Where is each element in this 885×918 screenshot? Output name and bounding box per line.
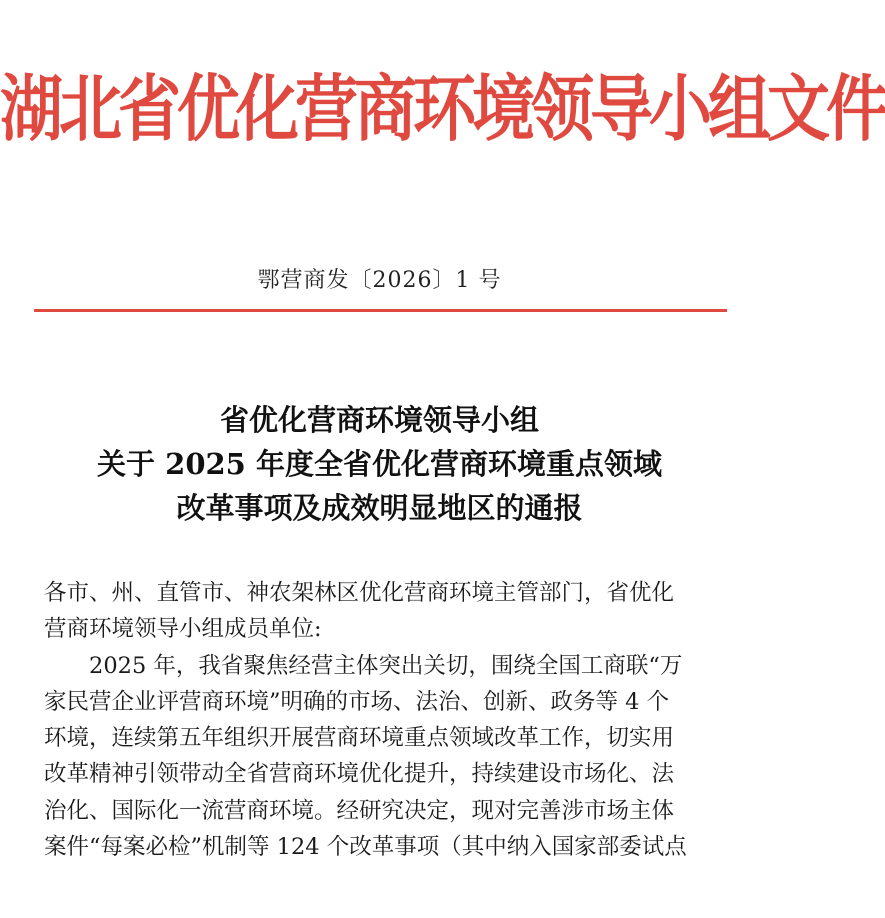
document-masthead: 湖北省优化营商环境领导小组文件 [0, 67, 885, 152]
document-number: 鄂营商发〔2026〕1 号 [257, 268, 502, 293]
title-line-3: 改革事项及成效明显地区的通报 [176, 491, 583, 525]
document-title [0, 398, 759, 530]
document-body [44, 575, 724, 865]
body-line: 案件“每案必检”机制等 124 个改革事项（其中纳入国家部委试点 [44, 834, 687, 861]
title-line-1: 省优化营商环境领导小组 [219, 403, 539, 437]
title-line-2: 关于 2025 年度全省优化营商环境重点领域 [97, 447, 662, 481]
body-line: 家民营企业评营商环境”明确的市场、法治、创新、政务等 4 个 [44, 688, 670, 715]
body-line: 2025 年，我省聚焦经营主体突出关切，围绕全国工商联“万 [89, 652, 683, 679]
body-line: 改革精神引领带动全省营商环境优化提升，持续建设市场化、法 [44, 761, 675, 788]
body-line: 环境，连续第五年组织开展营商环境重点领域改革工作，切实用 [44, 725, 675, 752]
body-line: 营商环境领导小组成员单位: [44, 616, 322, 643]
red-divider-line [34, 309, 727, 312]
body-line: 各市、州、直管市、神农架林区优化营商环境主管部门，省优化 [44, 580, 675, 606]
body-line: 治化、国际化一流营商环境。经研究决定，现对完善涉市场主体 [44, 797, 675, 824]
